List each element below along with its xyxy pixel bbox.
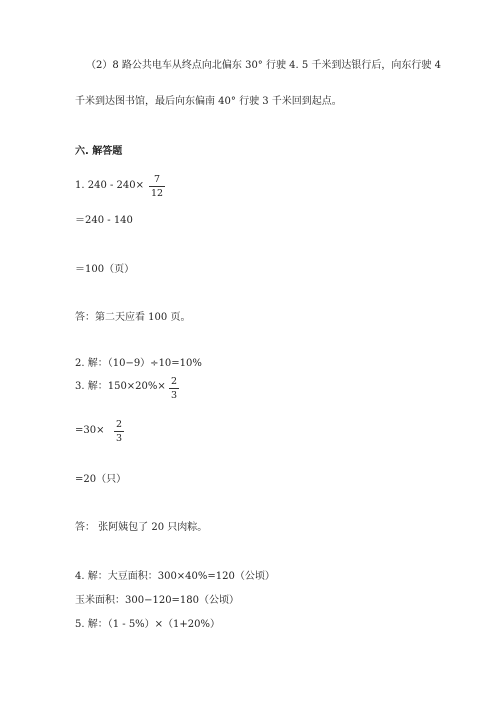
q3-step-1: =30× (75, 425, 105, 436)
q4-line-2: 玉米面积：300−120=180（公顷） (75, 595, 240, 606)
q3-fraction-numerator: 2 (171, 376, 178, 387)
q3-answer: 答： 张阿姨包了 20 只肉粽。 (75, 522, 208, 533)
fraction-bar (114, 431, 124, 432)
section-title: 六. 解答题 (75, 146, 123, 157)
q3-step-1-fraction (114, 419, 124, 444)
previous-question-line-1: （2）8 路公共电车从终点向北偏东 30° 行驶 4. 5 千米到达银行后，向东行驶 4 (86, 60, 441, 71)
q1-step-2: ＝100（页） (75, 264, 135, 275)
fraction-bar (169, 388, 179, 389)
q3-expression: 3. 解：150×20%× (75, 381, 166, 392)
q3-fraction (169, 376, 179, 401)
q1-fraction-denominator: 12 (151, 188, 164, 199)
q1-expression: 1. 240 - 240× (75, 180, 145, 191)
previous-question-line-2: 千米到达图书馆，最后向东偏南 40° 行驶 3 千米回到起点。 (75, 96, 342, 107)
q1-fraction-numerator: 7 (154, 174, 161, 185)
q3-step-1-fraction-denominator: 3 (116, 433, 123, 444)
q4-line-1: 4. 解：大豆面积：300×40%=120（公顷） (75, 571, 275, 582)
fraction-bar (149, 186, 165, 187)
q3-fraction-denominator: 3 (171, 390, 178, 401)
q1-step-1: ＝240 - 140 (75, 215, 133, 226)
q2-solution: 2. 解：（10−9）÷10=10% (75, 358, 202, 369)
q3-step-1-fraction-numerator: 2 (116, 419, 123, 430)
q1-fraction (149, 174, 165, 199)
q1-answer: 答：第二天应看 100 页。 (75, 312, 191, 323)
q3-step-2: =20（只） (75, 474, 127, 485)
q5-line-1: 5. 解：（1 - 5%）×（1+20%） (75, 619, 221, 630)
